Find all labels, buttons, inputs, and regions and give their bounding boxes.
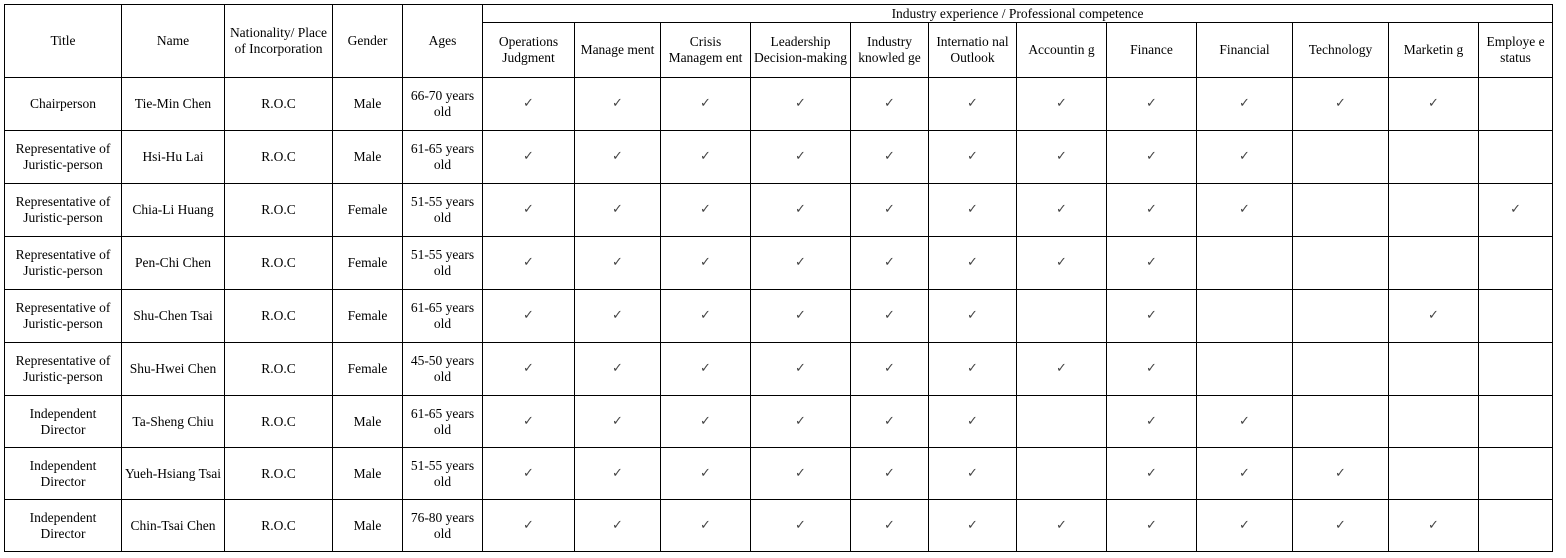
check-mark-icon: ✓: [1389, 500, 1479, 552]
check-mark-icon: ✓: [1479, 184, 1553, 237]
header-competence-2: Crisis Managem ent: [661, 23, 751, 78]
header-nationality: Nationality/ Place of Incorporation: [225, 5, 333, 78]
check-mark-icon: ✓: [483, 448, 575, 500]
check-mark-icon: ✓: [1107, 396, 1197, 448]
check-mark-icon: ✓: [751, 396, 851, 448]
check-mark-icon: ✓: [929, 78, 1017, 131]
check-mark-icon: ✓: [1197, 500, 1293, 552]
cell-name: Chin-Tsai Chen: [122, 500, 225, 552]
check-mark-icon: ✓: [661, 290, 751, 343]
check-mark-icon: ✓: [851, 500, 929, 552]
cell-nationality: R.O.C: [225, 78, 333, 131]
check-mark-icon: ✓: [1197, 184, 1293, 237]
check-mark-icon: ✓: [661, 131, 751, 184]
empty-cell: [1293, 237, 1389, 290]
cell-ages: 51-55 years old: [403, 184, 483, 237]
check-mark-icon: ✓: [575, 500, 661, 552]
check-mark-icon: ✓: [1197, 131, 1293, 184]
cell-nationality: R.O.C: [225, 184, 333, 237]
check-mark-icon: ✓: [751, 500, 851, 552]
check-mark-icon: ✓: [661, 78, 751, 131]
cell-name: Yueh-Hsiang Tsai: [122, 448, 225, 500]
empty-cell: [1389, 237, 1479, 290]
empty-cell: [1017, 396, 1107, 448]
check-mark-icon: ✓: [1107, 448, 1197, 500]
cell-title: Representative of Juristic-person: [5, 237, 122, 290]
check-mark-icon: ✓: [1389, 78, 1479, 131]
check-mark-icon: ✓: [575, 131, 661, 184]
table-row: [5, 131, 1553, 184]
empty-cell: [1479, 396, 1553, 448]
check-mark-icon: ✓: [661, 448, 751, 500]
empty-cell: [1389, 448, 1479, 500]
empty-cell: [1293, 290, 1389, 343]
cell-nationality: R.O.C: [225, 396, 333, 448]
cell-name: Tie-Min Chen: [122, 78, 225, 131]
table-row: [5, 500, 1553, 552]
cell-gender: Female: [333, 290, 403, 343]
cell-gender: Male: [333, 78, 403, 131]
header-competence-11: Employe e status: [1479, 23, 1553, 78]
empty-cell: [1197, 343, 1293, 396]
check-mark-icon: ✓: [929, 131, 1017, 184]
cell-ages: 66-70 years old: [403, 78, 483, 131]
cell-title: Representative of Juristic-person: [5, 343, 122, 396]
check-mark-icon: ✓: [661, 343, 751, 396]
cell-gender: Male: [333, 131, 403, 184]
empty-cell: [1389, 343, 1479, 396]
check-mark-icon: ✓: [483, 396, 575, 448]
check-mark-icon: ✓: [851, 184, 929, 237]
empty-cell: [1479, 448, 1553, 500]
cell-ages: 45-50 years old: [403, 343, 483, 396]
check-mark-icon: ✓: [661, 237, 751, 290]
check-mark-icon: ✓: [483, 237, 575, 290]
cell-title: Representative of Juristic-person: [5, 131, 122, 184]
check-mark-icon: ✓: [1017, 184, 1107, 237]
check-mark-icon: ✓: [1107, 78, 1197, 131]
empty-cell: [1293, 184, 1389, 237]
cell-nationality: R.O.C: [225, 448, 333, 500]
cell-nationality: R.O.C: [225, 237, 333, 290]
check-mark-icon: ✓: [575, 448, 661, 500]
check-mark-icon: ✓: [1017, 237, 1107, 290]
cell-title: Independent Director: [5, 448, 122, 500]
check-mark-icon: ✓: [1197, 448, 1293, 500]
cell-name: Ta-Sheng Chiu: [122, 396, 225, 448]
cell-name: Hsi-Hu Lai: [122, 131, 225, 184]
check-mark-icon: ✓: [1017, 131, 1107, 184]
header-gender: Gender: [333, 5, 403, 78]
check-mark-icon: ✓: [851, 78, 929, 131]
cell-ages: 51-55 years old: [403, 448, 483, 500]
header-name: Name: [122, 5, 225, 78]
cell-name: Shu-Chen Tsai: [122, 290, 225, 343]
header-ages: Ages: [403, 5, 483, 78]
cell-name: Chia-Li Huang: [122, 184, 225, 237]
check-mark-icon: ✓: [1107, 290, 1197, 343]
table-row: [5, 448, 1553, 500]
empty-cell: [1017, 448, 1107, 500]
check-mark-icon: ✓: [483, 78, 575, 131]
check-mark-icon: ✓: [751, 237, 851, 290]
table-row: [5, 237, 1553, 290]
check-mark-icon: ✓: [751, 290, 851, 343]
header-competence-5: Internatio nal Outlook: [929, 23, 1017, 78]
empty-cell: [1479, 290, 1553, 343]
empty-cell: [1389, 131, 1479, 184]
check-mark-icon: ✓: [1107, 237, 1197, 290]
empty-cell: [1197, 290, 1293, 343]
check-mark-icon: ✓: [851, 396, 929, 448]
check-mark-icon: ✓: [1107, 500, 1197, 552]
check-mark-icon: ✓: [851, 131, 929, 184]
cell-nationality: R.O.C: [225, 131, 333, 184]
header-competence-7: Finance: [1107, 23, 1197, 78]
header-competence-9: Technology: [1293, 23, 1389, 78]
check-mark-icon: ✓: [1107, 184, 1197, 237]
empty-cell: [1197, 237, 1293, 290]
check-mark-icon: ✓: [1197, 396, 1293, 448]
check-mark-icon: ✓: [1293, 78, 1389, 131]
header-competence-1: Manage ment: [575, 23, 661, 78]
cell-title: Independent Director: [5, 500, 122, 552]
table-row: [5, 290, 1553, 343]
check-mark-icon: ✓: [1389, 290, 1479, 343]
check-mark-icon: ✓: [751, 448, 851, 500]
table-body: [5, 78, 1553, 552]
check-mark-icon: ✓: [751, 184, 851, 237]
table-row: [5, 396, 1553, 448]
header-competence-4: Industry knowled ge: [851, 23, 929, 78]
check-mark-icon: ✓: [1293, 500, 1389, 552]
check-mark-icon: ✓: [483, 500, 575, 552]
check-mark-icon: ✓: [575, 237, 661, 290]
header-competence-10: Marketin g: [1389, 23, 1479, 78]
check-mark-icon: ✓: [851, 237, 929, 290]
check-mark-icon: ✓: [1197, 78, 1293, 131]
check-mark-icon: ✓: [751, 78, 851, 131]
empty-cell: [1479, 343, 1553, 396]
empty-cell: [1293, 131, 1389, 184]
check-mark-icon: ✓: [851, 290, 929, 343]
cell-name: Shu-Hwei Chen: [122, 343, 225, 396]
empty-cell: [1389, 184, 1479, 237]
empty-cell: [1479, 78, 1553, 131]
header-competence-0: Operations Judgment: [483, 23, 575, 78]
cell-gender: Male: [333, 396, 403, 448]
check-mark-icon: ✓: [575, 396, 661, 448]
check-mark-icon: ✓: [575, 184, 661, 237]
cell-name: Pen-Chi Chen: [122, 237, 225, 290]
check-mark-icon: ✓: [661, 396, 751, 448]
cell-ages: 76-80 years old: [403, 500, 483, 552]
cell-gender: Male: [333, 500, 403, 552]
check-mark-icon: ✓: [929, 500, 1017, 552]
empty-cell: [1017, 290, 1107, 343]
check-mark-icon: ✓: [1017, 500, 1107, 552]
empty-cell: [1479, 237, 1553, 290]
check-mark-icon: ✓: [1017, 343, 1107, 396]
cell-nationality: R.O.C: [225, 290, 333, 343]
check-mark-icon: ✓: [483, 131, 575, 184]
check-mark-icon: ✓: [575, 78, 661, 131]
cell-gender: Female: [333, 237, 403, 290]
check-mark-icon: ✓: [929, 184, 1017, 237]
check-mark-icon: ✓: [575, 343, 661, 396]
cell-ages: 61-65 years old: [403, 290, 483, 343]
check-mark-icon: ✓: [929, 448, 1017, 500]
check-mark-icon: ✓: [661, 184, 751, 237]
empty-cell: [1293, 343, 1389, 396]
empty-cell: [1479, 500, 1553, 552]
header-competence-6: Accountin g: [1017, 23, 1107, 78]
cell-gender: Female: [333, 343, 403, 396]
check-mark-icon: ✓: [1293, 448, 1389, 500]
header-competence-3: Leadership Decision-making: [751, 23, 851, 78]
check-mark-icon: ✓: [929, 396, 1017, 448]
empty-cell: [1389, 396, 1479, 448]
check-mark-icon: ✓: [929, 290, 1017, 343]
cell-ages: 61-65 years old: [403, 396, 483, 448]
check-mark-icon: ✓: [1107, 131, 1197, 184]
check-mark-icon: ✓: [751, 131, 851, 184]
check-mark-icon: ✓: [751, 343, 851, 396]
cell-title: Representative of Juristic-person: [5, 184, 122, 237]
empty-cell: [1479, 131, 1553, 184]
check-mark-icon: ✓: [661, 500, 751, 552]
table-row: [5, 78, 1553, 131]
cell-nationality: R.O.C: [225, 343, 333, 396]
board-diversity-table: [4, 4, 1553, 552]
table-row: [5, 184, 1553, 237]
empty-cell: [1293, 396, 1389, 448]
cell-gender: Male: [333, 448, 403, 500]
check-mark-icon: ✓: [929, 237, 1017, 290]
header-competence-group: Industry experience / Professional competence: [483, 5, 1553, 23]
check-mark-icon: ✓: [575, 290, 661, 343]
cell-ages: 51-55 years old: [403, 237, 483, 290]
header-competence-8: Financial: [1197, 23, 1293, 78]
cell-gender: Female: [333, 184, 403, 237]
cell-title: Independent Director: [5, 396, 122, 448]
cell-title: Chairperson: [5, 78, 122, 131]
board-diversity-table-wrapper: [4, 4, 1553, 552]
check-mark-icon: ✓: [483, 184, 575, 237]
check-mark-icon: ✓: [483, 290, 575, 343]
check-mark-icon: ✓: [851, 448, 929, 500]
check-mark-icon: ✓: [1107, 343, 1197, 396]
cell-nationality: R.O.C: [225, 500, 333, 552]
check-mark-icon: ✓: [1017, 78, 1107, 131]
check-mark-icon: ✓: [929, 343, 1017, 396]
check-mark-icon: ✓: [483, 343, 575, 396]
header-title: Title: [5, 5, 122, 78]
cell-ages: 61-65 years old: [403, 131, 483, 184]
table-row: [5, 343, 1553, 396]
check-mark-icon: ✓: [851, 343, 929, 396]
cell-title: Representative of Juristic-person: [5, 290, 122, 343]
